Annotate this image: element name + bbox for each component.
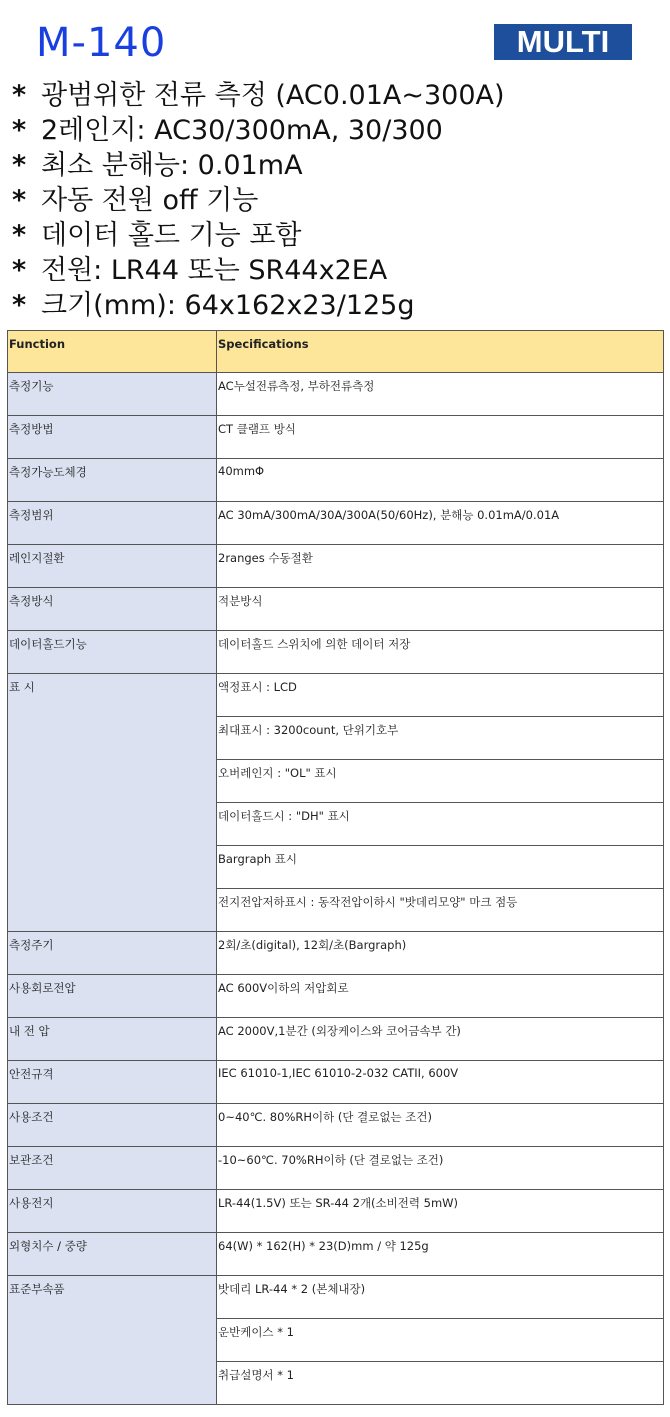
spec-cell: 40mmΦ xyxy=(217,459,664,502)
feature-text: 전원: LR44 또는 SR44x2EA xyxy=(41,255,388,286)
table-row xyxy=(8,1147,664,1190)
spec-cell: 데이터홀드시 : "DH" 표시 xyxy=(217,803,664,846)
spec-cell: 2회/초(digital), 12회/초(Bargraph) xyxy=(217,932,664,975)
spec-cell: 오버레인지 : "OL" 표시 xyxy=(217,760,664,803)
function-cell: 측정방법 xyxy=(8,416,217,459)
bullet-asterisk: * xyxy=(12,220,27,251)
feature-text: 자동 전원 off 기능 xyxy=(41,185,259,216)
bullet-asterisk: * xyxy=(12,185,27,216)
bullet-asterisk: * xyxy=(12,80,27,111)
function-cell: 사용조건 xyxy=(8,1104,217,1147)
spec-cell: AC 30mA/300mA/30A/300A(50/60Hz), 분해능 0.01mA/0.01A xyxy=(217,502,664,545)
table-row xyxy=(8,373,664,416)
spec-cell: IEC 61010-1,IEC 61010-2-032 CATII, 600V xyxy=(217,1061,664,1104)
function-cell: 보관조건 xyxy=(8,1147,217,1190)
table-row xyxy=(8,502,664,545)
spec-cell: 2ranges 수동절환 xyxy=(217,545,664,588)
feature-item xyxy=(12,183,505,218)
spec-cell: 최대표시 : 3200count, 단위기호부 xyxy=(217,717,664,760)
spec-cell: 운반케이스 * 1 xyxy=(217,1319,664,1362)
spec-cell: 액정표시 : LCD xyxy=(217,674,664,717)
function-cell: 외형치수 / 중량 xyxy=(8,1233,217,1276)
function-cell: 사용전지 xyxy=(8,1190,217,1233)
function-cell: 안전규격 xyxy=(8,1061,217,1104)
table-row xyxy=(8,1233,664,1276)
bullet-asterisk: * xyxy=(12,115,27,146)
spec-cell: CT 클램프 방식 xyxy=(217,416,664,459)
table-row xyxy=(8,1018,664,1061)
spec-table xyxy=(7,330,664,1405)
header-function: Function xyxy=(8,331,217,373)
spec-cell: AC 2000V,1분간 (외장케이스와 코어금속부 간) xyxy=(217,1018,664,1061)
function-cell: 측정가능도체경 xyxy=(8,459,217,502)
table-row xyxy=(8,588,664,631)
function-cell: 사용회로전압 xyxy=(8,975,217,1018)
table-row xyxy=(8,416,664,459)
feature-text: 최소 분해능: 0.01mA xyxy=(41,150,303,181)
bullet-asterisk: * xyxy=(12,255,27,286)
spec-cell: 전지전압저하표시 : 동작전압이하시 "밧데리모양" 마크 점등 xyxy=(217,889,664,932)
table-row xyxy=(8,1190,664,1233)
spec-cell: 64(W) * 162(H) * 23(D)mm / 약 125g xyxy=(217,1233,664,1276)
spec-cell: 적분방식 xyxy=(217,588,664,631)
feature-item xyxy=(12,253,505,288)
spec-cell: 취급설명서 * 1 xyxy=(217,1362,664,1405)
feature-list xyxy=(12,78,505,323)
spec-cell: LR-44(1.5V) 또는 SR-44 2개(소비전력 5mW) xyxy=(217,1190,664,1233)
function-cell: 측정방식 xyxy=(8,588,217,631)
spec-cell: AC누설전류측정, 부하전류측정 xyxy=(217,373,664,416)
table-row xyxy=(8,459,664,502)
feature-item xyxy=(12,218,505,253)
feature-text: 2레인지: AC30/300mA, 30/300 xyxy=(41,115,443,146)
table-row xyxy=(8,932,664,975)
function-cell: 레인지절환 xyxy=(8,545,217,588)
bullet-asterisk: * xyxy=(12,290,27,321)
function-cell: 표 시 xyxy=(8,674,217,932)
bullet-asterisk: * xyxy=(12,150,27,181)
function-cell: 측정주기 xyxy=(8,932,217,975)
spec-cell: 밧데리 LR-44 * 2 (본체내장) xyxy=(217,1276,664,1319)
feature-item xyxy=(12,148,505,183)
function-cell: 측정범위 xyxy=(8,502,217,545)
feature-item xyxy=(12,78,505,113)
table-header-row xyxy=(8,331,664,373)
spec-cell: 데이터홀드 스위치에 의한 데이터 저장 xyxy=(217,631,664,674)
table-row xyxy=(8,1061,664,1104)
header-specifications: Specifications xyxy=(217,331,664,373)
feature-item xyxy=(12,113,505,148)
table-row xyxy=(8,1276,664,1319)
table-row xyxy=(8,975,664,1018)
spec-cell: 0~40℃. 80%RH이하 (단 결로없는 조건) xyxy=(217,1104,664,1147)
table-row xyxy=(8,674,664,717)
feature-text: 데이터 홀드 기능 포함 xyxy=(41,220,302,251)
spec-cell: Bargraph 표시 xyxy=(217,846,664,889)
feature-item xyxy=(12,288,505,323)
spec-cell: AC 600V이하의 저압회로 xyxy=(217,975,664,1018)
table-row xyxy=(8,1104,664,1147)
feature-text: 광범위한 전류 측정 (AC0.01A~300A) xyxy=(41,80,505,111)
function-cell: 표준부속품 xyxy=(8,1276,217,1405)
brand-logo: MULTI xyxy=(494,24,632,60)
table-row xyxy=(8,631,664,674)
function-cell: 내 전 압 xyxy=(8,1018,217,1061)
table-row xyxy=(8,545,664,588)
function-cell: 측정기능 xyxy=(8,373,217,416)
model-title: M-140 xyxy=(36,20,167,66)
feature-text: 크기(mm): 64x162x23/125g xyxy=(41,290,415,321)
function-cell: 데이터홀드기능 xyxy=(8,631,217,674)
spec-cell: -10~60℃. 70%RH이하 (단 결로없는 조건) xyxy=(217,1147,664,1190)
